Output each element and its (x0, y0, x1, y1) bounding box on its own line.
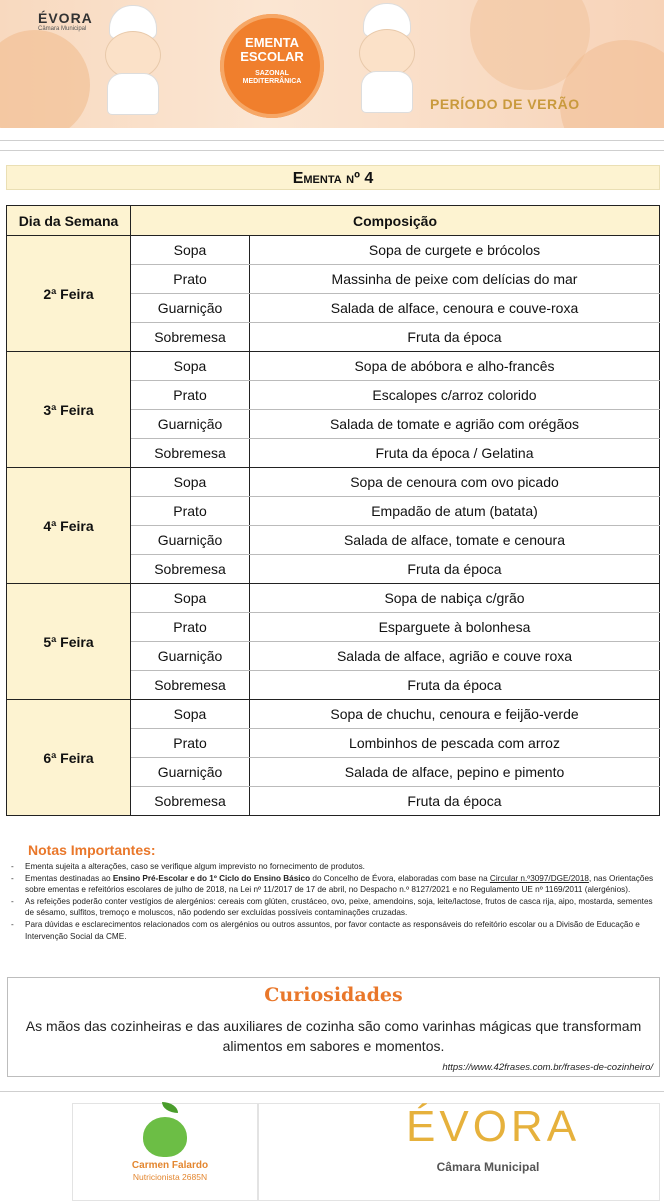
dish-cell: Lombinhos de pescada com arroz (250, 729, 660, 758)
category-cell: Sobremesa (131, 439, 250, 468)
apple-icon (143, 1117, 187, 1157)
chef-illustration (96, 6, 176, 118)
dish-cell: Sopa de chuchu, cenoura e feijão-verde (250, 700, 660, 729)
dish-cell: Fruta da época (250, 671, 660, 700)
menu-table (6, 205, 660, 816)
note-item: - Ementas destinadas ao Ensino Pré-Escolar e do 1º Ciclo do Ensino Básico do Concelho de Évora, elaboradas com base na Circular n.º3097/DGE/2018, nas Orientações sobre ementas e refeitórios escolares de julho de 2018, na Lei nº 11/2017 de 17 de abril, no Despacho n.º 8127/2021 e no Regulamento UE nº 1169/2011 (alergénios). (8, 873, 656, 896)
menu-row (7, 700, 660, 729)
category-cell: Guarnição (131, 642, 250, 671)
dish-cell: Salada de alface, tomate e cenoura (250, 526, 660, 555)
category-cell: Guarnição (131, 410, 250, 439)
source-link[interactable]: https://www.42frases.com.br/frases-de-cozinheiro/ (442, 1062, 653, 1073)
dish-cell: Sopa de abóbora e alho-francês (250, 352, 660, 381)
divider (0, 1091, 664, 1092)
column-header-day: Dia da Semana (7, 206, 131, 236)
chef-illustration (350, 4, 430, 116)
curiosidades-text: As mãos das cozinheiras e das auxiliares de cozinha são como varinhas mágicas que transformam alimentos em sabores e momentos. (25, 1018, 642, 1054)
period-label: PERÍODO DE VERÃO (430, 96, 580, 112)
category-cell: Sopa (131, 584, 250, 613)
dish-cell: Salada de alface, pepino e pimento (250, 758, 660, 787)
nutritionist-name: Carmen Falardo (131, 1160, 209, 1171)
dish-cell: Sopa de cenoura com ovo picado (250, 468, 660, 497)
day-cell: 5ª Feira (7, 584, 131, 700)
dish-cell: Fruta da época (250, 555, 660, 584)
curiosidades-box (7, 977, 660, 1077)
category-cell: Prato (131, 729, 250, 758)
category-cell: Sobremesa (131, 555, 250, 584)
dish-cell: Massinha de peixe com delícias do mar (250, 265, 660, 294)
category-cell: Prato (131, 381, 250, 410)
day-cell: 2ª Feira (7, 236, 131, 352)
dish-cell: Fruta da época / Gelatina (250, 439, 660, 468)
category-cell: Sobremesa (131, 671, 250, 700)
dish-cell: Fruta da época (250, 323, 660, 352)
category-cell: Guarnição (131, 758, 250, 787)
evora-logo-sub: Câmara Municipal (38, 26, 87, 32)
menu-row (7, 468, 660, 497)
category-cell: Sobremesa (131, 787, 250, 816)
evora-footer-sub: Câmara Municipal (436, 1160, 540, 1174)
decorative-circle (0, 30, 90, 128)
header-banner (0, 0, 664, 128)
category-cell: Sopa (131, 700, 250, 729)
dish-cell: Salada de alface, agrião e couve roxa (250, 642, 660, 671)
category-cell: Prato (131, 497, 250, 526)
nutritionist-credential: Nutricionista 2685N (132, 1172, 208, 1182)
day-cell: 3ª Feira (7, 352, 131, 468)
dish-cell: Empadão de atum (batata) (250, 497, 660, 526)
dish-cell: Escalopes c/arroz colorido (250, 381, 660, 410)
evora-logo: ÉVORA (38, 10, 93, 26)
category-cell: Sobremesa (131, 323, 250, 352)
dish-cell: Salada de tomate e agrião com orégãos (250, 410, 660, 439)
curiosidades-title: Curiosidades (264, 984, 403, 1006)
dish-cell: Fruta da época (250, 787, 660, 816)
circular-link: Circular n.º3097/DGE/2018 (489, 873, 589, 883)
category-cell: Sopa (131, 236, 250, 265)
dish-cell: Esparguete à bolonhesa (250, 613, 660, 642)
ementa-badge: EMENTA ESCOLAR SAZONAL MEDITERRÂNICA (220, 14, 324, 118)
category-cell: Prato (131, 265, 250, 294)
note-item: - As refeições poderão conter vestígios de alergénios: cereais com glúten, crustáceo, ovo, peixe, amendoins, soja, leite/lactose, frutos de casca rija, aipo, mostarda, sementes de sésamo, sulfitos, tremoço e moluscos, não podendo ser excluídas possíveis contaminações cruzadas. (8, 896, 656, 919)
menu-row (7, 584, 660, 613)
note-item: - Ementa sujeita a alterações, caso se verifique algum imprevisto no fornecimento de produtos. (8, 861, 656, 873)
divider (0, 150, 664, 151)
category-cell: Guarnição (131, 526, 250, 555)
menu-row (7, 236, 660, 265)
divider (0, 140, 664, 141)
evora-footer-logo: ÉVORA (406, 1102, 581, 1151)
notes-title: Notas Importantes: (28, 842, 156, 858)
ementa-title: Ementa nº 4 (6, 165, 660, 190)
dish-cell: Sopa de nabiça c/grão (250, 584, 660, 613)
notes-list (8, 861, 656, 942)
column-header-composition: Composição (131, 206, 660, 236)
day-cell: 4ª Feira (7, 468, 131, 584)
dish-cell: Salada de alface, cenoura e couve-roxa (250, 294, 660, 323)
category-cell: Prato (131, 613, 250, 642)
category-cell: Sopa (131, 352, 250, 381)
day-cell: 6ª Feira (7, 700, 131, 816)
category-cell: Guarnição (131, 294, 250, 323)
dish-cell: Sopa de curgete e brócolos (250, 236, 660, 265)
category-cell: Sopa (131, 468, 250, 497)
note-item: - Para dúvidas e esclarecimentos relacionados com os alergénios ou outros assuntos, por favor contacte as responsáveis do refeitório escolar ou a Divisão de Educação e Intervenção Social da CME. (8, 919, 656, 942)
menu-row (7, 352, 660, 381)
